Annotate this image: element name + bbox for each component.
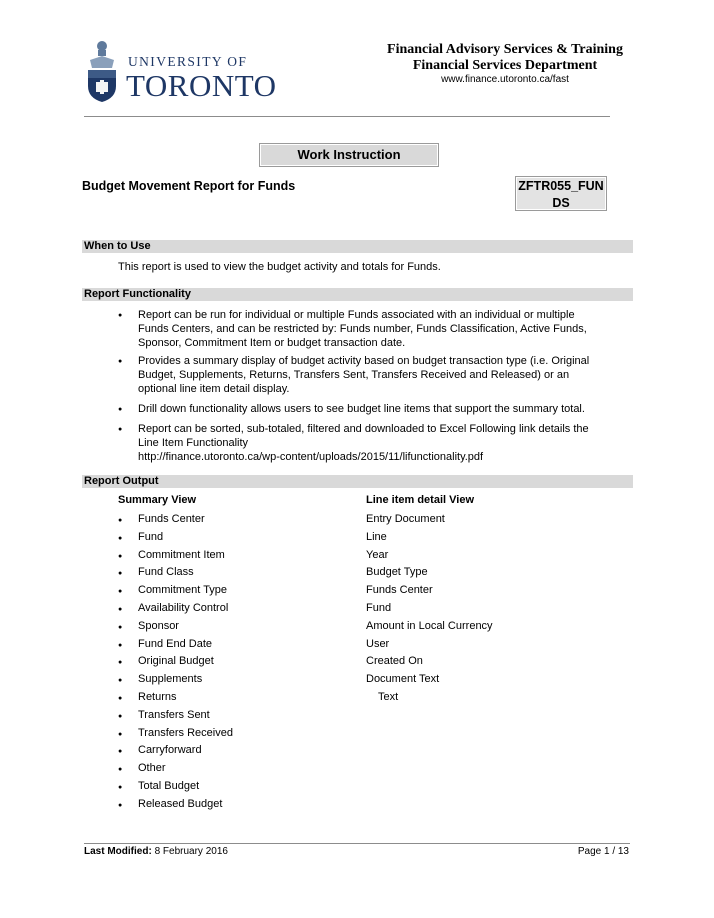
list-item: ● Provides a summary display of budget activity based on budget transaction type (i.e. Original Budget, Supplements, Returns, Transfers Sent, Transfers Received and Released) or an optional line item detail display. [118, 354, 589, 396]
list-item: Text [378, 690, 399, 703]
list-item: Created On [366, 655, 423, 668]
crest-icon [84, 38, 120, 104]
list-item: ● Returns [118, 690, 233, 708]
list-item: ● Transfers Sent [118, 708, 233, 726]
list-item: ● Released Budget [118, 797, 233, 815]
list-item: Amount in Local Currency [366, 619, 493, 632]
page-number: Page 1 / 13 [577, 846, 629, 857]
header-divider [84, 116, 610, 117]
footer-last-modified [84, 846, 228, 857]
list-item: ● Commitment Item [118, 548, 233, 566]
list-item: ● Drill down functionality allows users to see budget line items that support the summary total. [118, 402, 589, 416]
header-title-line1: Financial Advisory Services & Training [387, 42, 623, 57]
last-modified-date: 8 February 2016 [154, 846, 228, 857]
functionality-list [118, 308, 589, 464]
list-item: ● Report can be sorted, sub-totaled, filtered and downloaded to Excel Following link details the Line Item Functionality http://finance.utoronto.ca/wp-content/uploads/2015/11/lifunctionality.pdf [118, 422, 589, 464]
header-title-line2: Financial Services Department [412, 58, 598, 73]
doc-code-line1: ZFTR055_FUN [518, 179, 604, 193]
header-url: www.finance.utoronto.ca/fast [441, 74, 569, 85]
list-item: Entry Document [366, 513, 445, 525]
list-item: ● Commitment Type [118, 583, 233, 601]
list-item: ● Transfers Received [118, 726, 233, 744]
list-item: Budget Type [366, 566, 428, 579]
list-item: ● Sponsor [118, 619, 233, 637]
list-item: User [366, 637, 390, 650]
section-when-to-use-heading: When to Use [82, 240, 633, 253]
list-item: Year [366, 548, 389, 561]
section-report-functionality-heading: Report Functionality [82, 288, 633, 301]
list-item: ● Original Budget [118, 654, 233, 672]
list-item: ● Funds Center [118, 512, 233, 530]
list-item: ● Fund [118, 530, 233, 548]
footer-divider [84, 843, 630, 844]
last-modified-label: Last Modified: [84, 846, 152, 857]
university-logo [84, 38, 277, 106]
list-item: ● Carryforward [118, 743, 233, 761]
list-item: Fund [366, 601, 392, 614]
section-report-output-heading: Report Output [82, 475, 633, 488]
list-item: ● Availability Control [118, 601, 233, 619]
logo-toronto: TORONTO [126, 68, 277, 103]
doc-code-box [515, 176, 607, 211]
detail-view-heading: Line item detail View [366, 494, 474, 506]
list-item: ● Report can be run for individual or multiple Funds associated with an individual or multiple Funds Centers, and can be restricted by: Funds number, Funds Classification, Active Funds, Sponsor, Commitment Item or budget transaction date. [118, 308, 589, 350]
work-instruction-label: Work Instruction [259, 143, 439, 167]
list-item: Funds Center [366, 584, 433, 597]
list-item: ● Total Budget [118, 779, 233, 797]
list-item: Document Text [366, 673, 440, 686]
when-to-use-text: This report is used to view the budget activity and totals for Funds. [118, 261, 441, 273]
summary-view-list [118, 512, 233, 815]
list-item: ● Fund Class [118, 565, 233, 583]
doc-code-line2: DS [552, 196, 570, 210]
doc-title: Budget Movement Report for Funds [82, 179, 296, 193]
list-item: ● Other [118, 761, 233, 779]
detail-view-list [366, 512, 493, 708]
logo-university-of: UNIVERSITY OF [128, 54, 248, 69]
line-item-functionality-link[interactable]: http://finance.utoronto.ca/wp-content/uploads/2015/11/lifunctionality.pdf [138, 451, 484, 463]
list-item: Line [366, 530, 387, 543]
list-item: ● Supplements [118, 672, 233, 690]
summary-view-heading: Summary View [118, 494, 197, 506]
list-item: ● Fund End Date [118, 637, 233, 655]
